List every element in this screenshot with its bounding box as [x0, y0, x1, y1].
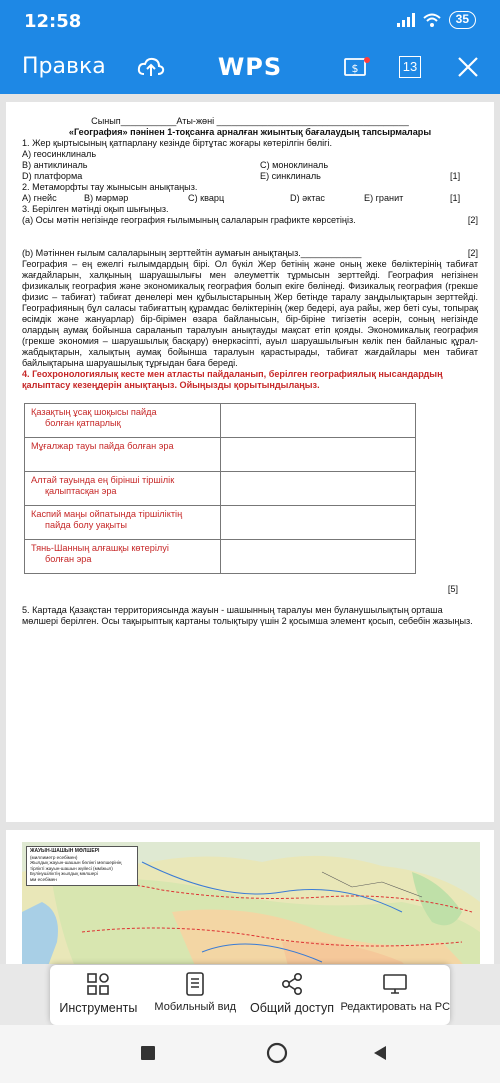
cloud-upload-icon[interactable]	[136, 52, 166, 82]
svg-text:$: $	[351, 62, 359, 75]
system-nav-bar	[0, 1025, 500, 1083]
status-time: 12:58	[24, 11, 82, 32]
question-3: 3. Берілген мәтінді оқып шығыңыз.	[22, 204, 169, 214]
wifi-icon	[423, 13, 441, 27]
answer-cell[interactable]	[221, 404, 416, 438]
header-line: Сынып___________Аты-жөні ______________________________________	[91, 116, 409, 126]
edit-on-pc-icon	[382, 971, 408, 997]
document-viewer[interactable]	[0, 94, 500, 964]
app-title[interactable]: Правка	[22, 54, 106, 79]
answer-cell[interactable]	[221, 506, 416, 540]
answer-cell[interactable]	[221, 438, 416, 472]
precipitation-map	[22, 842, 480, 964]
page-count-icon[interactable]: 13	[398, 52, 422, 82]
q4-table	[24, 403, 416, 574]
tools-label: Инструменты	[59, 1001, 138, 1015]
wps-logo: WPS	[217, 53, 283, 81]
edit-on-pc-button[interactable]	[340, 965, 450, 1025]
table-row: Мұғалжар тауы пайда болған эра	[25, 438, 416, 472]
status-bar	[0, 0, 500, 40]
question-3b: (b) Мәтіннен ғылым салаларының зерттейтін аумағын анықтаңыз.____________ [2]	[22, 248, 478, 258]
table-row: Алтай тауында ең бірінші тіршілік қалыптасқан эра	[25, 472, 416, 506]
q2-options: A) гнейс B) мәрмәр C) кварц D) әктас E) гранит [1]	[22, 193, 461, 203]
question-5: 5. Картада Қазақстан территориясында жауын - шашынның таралуы мен буланушылықтың орташа мөлшері берілген. Осы тақырыптық картаны толықтыру үшін 2 қосымша элемент қосып, себебін жазыңыз.	[22, 605, 473, 626]
answer-cell[interactable]	[221, 472, 416, 506]
map-legend: ЖАУЫН-ШАШЫН МӨЛШЕРІ (миллиметр есебімен) Жылдық жауын-шашын бөлінгі мөлшерінің тірлікті жауын-шашын жүйесі (мм/жыл) Бүлінушіліктің жылдық мөлшері мм есебімен	[26, 846, 138, 886]
status-icons	[397, 11, 476, 29]
mobile-view-icon	[182, 971, 208, 997]
payment-icon[interactable]	[340, 52, 372, 82]
document-page-1	[6, 102, 494, 822]
question-1: 1. Жер қыртысының қатпарлану кезінде біртұтас жоғары көтерілгін бөлігі.	[22, 138, 333, 148]
question-3a: (а) Осы мәтін негізінде география ғылымының салаларын графикте көрсетіңіз. [2]	[22, 215, 478, 225]
q4-mark: [5]	[447, 584, 458, 594]
back-triangle-icon	[372, 1045, 388, 1061]
tools-button[interactable]	[50, 965, 147, 1025]
table-row: Тянь-Шанның алғашқы көтерілуі болған эра	[25, 540, 416, 574]
recent-apps-button[interactable]	[140, 1045, 156, 1066]
tools-icon	[85, 971, 111, 997]
square-icon	[140, 1045, 156, 1061]
circle-icon	[266, 1042, 288, 1064]
battery-indicator: 35	[449, 11, 476, 29]
back-button[interactable]	[372, 1045, 388, 1066]
q1-options-row-1: A) геосинклиналь	[22, 149, 97, 159]
close-icon[interactable]	[456, 52, 480, 82]
app-bar	[0, 40, 500, 94]
share-label: Общий доступ	[250, 1001, 335, 1015]
signal-icon	[397, 13, 415, 27]
home-button[interactable]	[266, 1042, 288, 1069]
question-2: 2. Метаморфты тау жынысын анықтаңыз.	[22, 182, 198, 192]
q1-options-row-2: B) антиклиналь C) моноклиналь	[22, 160, 329, 170]
share-icon	[279, 971, 305, 997]
mobile-view-button[interactable]	[147, 965, 244, 1025]
table-row: Қазақтың ұсақ шоқысы пайда болған қатпарлық	[25, 404, 416, 438]
document-page-2	[6, 830, 494, 964]
share-button[interactable]	[244, 965, 341, 1025]
bottom-toolbar	[50, 965, 450, 1025]
question-4: 4. Геохронологиялық кесте мен атласты пайдаланып, берілген географиялық нысандардың қалыптасу кезеңдерін анықтаңыз. Ойыңызды қорытындылаңыз.	[22, 369, 443, 390]
table-row: Каспий маңы ойпатында тіршіліктің пайда болу уақыты	[25, 506, 416, 540]
mobile-view-label: Мобильный вид	[154, 1001, 237, 1013]
q1-options-row-3: D) платформа E) синклиналь [1]	[22, 171, 461, 181]
answer-cell[interactable]	[221, 540, 416, 574]
reading-text: География – ең ежелгі ғылымдардың бірі. Ол бүкіл Жер бетінің және оның жеке бөліктерінің табиғат жағдайларын, халқының шаруашылығы мен әлеуметтік тұрмысын зерттейді. География негізінен физикалық география және экономикалық география болып екіге бөлінеді. Физикалық география (грекше физис – табиғат) табиғат денелері мен құбылыстарының Жер бетінде таралу заңдылықтарын зерттейді. Географияның бұл саласы табиғаттың құрамдас бөліктерінің (жер бедері, ауа райы, жер беті суы, топырақ өсімдік және жануарлар) бір-бірімен өзара байланысын, бір-біріне тигізетін әсерін, соның негізінде олардың аумақ бойынша сараланып таралуын анықтауды мақсат етіп қояды. Экономикалық география (грекше экономия – шаруашылық басқару) өнеркәсіпті, ауыл шаруашылығын көлік пен байланыс құрал-жабдықтарын, халықтың аумақ бойынша таралуын қарастырады, табиғат жағдайлары мен табиғат байлықтарына шаруашылық тұрғыдан баға береді.	[22, 259, 478, 368]
edit-on-pc-label: Редактировать на PC	[340, 1001, 451, 1013]
header-title: «География» пәнінен 1-тоқсанға арналған жиынтық бағалаудың тапсырмалары	[68, 127, 432, 137]
